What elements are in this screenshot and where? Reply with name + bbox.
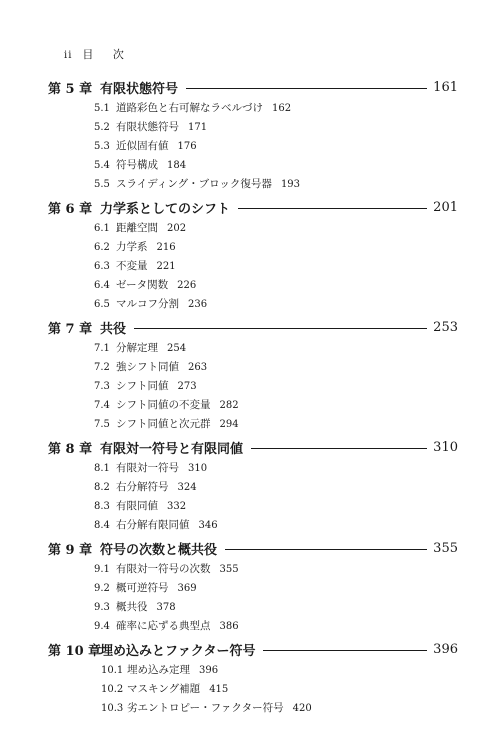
section-title: 有限同値 — [116, 500, 158, 512]
section-number: 5.1 — [94, 103, 110, 114]
section-page: 415 — [209, 684, 229, 695]
chapter-heading[interactable] — [48, 75, 458, 99]
section-number: 7.2 — [94, 362, 110, 373]
section-title: 距離空間 — [116, 222, 158, 234]
section-title: 有限状態符号 — [116, 121, 179, 133]
section-entry[interactable] — [94, 156, 458, 175]
section-page: 386 — [219, 621, 239, 632]
section-title: 不変量 — [116, 260, 148, 272]
chapter-title: 有限状態符号 — [100, 81, 179, 97]
section-page: 420 — [292, 703, 312, 714]
chapter-page: 396 — [433, 641, 458, 657]
section-list — [48, 459, 458, 535]
section-number: 9.3 — [94, 602, 110, 613]
section-entry[interactable] — [94, 459, 458, 478]
section-title: 力学系 — [116, 241, 148, 253]
section-number: 6.4 — [94, 280, 110, 291]
page-title: 目 次 — [82, 48, 132, 61]
leader-line — [225, 549, 427, 550]
section-title: シフト同値 — [116, 380, 169, 392]
chapter-page: 201 — [433, 199, 458, 215]
chapter-10 — [48, 637, 458, 718]
section-list — [48, 99, 458, 194]
section-number: 10.3 — [101, 703, 124, 714]
section-number: 8.4 — [94, 520, 110, 531]
leader-line — [238, 208, 427, 209]
section-number: 6.1 — [94, 223, 110, 234]
section-number: 9.2 — [94, 583, 110, 594]
section-page: 282 — [219, 400, 239, 411]
section-title: 符号構成 — [116, 159, 158, 171]
section-entry[interactable] — [101, 699, 458, 718]
section-page: 236 — [188, 299, 208, 310]
section-page: 294 — [219, 419, 239, 430]
section-entry[interactable] — [94, 118, 458, 137]
chapter-8 — [48, 435, 458, 535]
section-entry[interactable] — [101, 661, 458, 680]
section-page: 263 — [188, 362, 208, 373]
chapter-number: 第 7 章 — [48, 321, 93, 337]
section-entry[interactable] — [94, 219, 458, 238]
leader-line — [186, 88, 427, 89]
chapter-page: 310 — [433, 439, 458, 455]
section-number: 8.1 — [94, 463, 110, 474]
chapter-number: 第 6 章 — [48, 201, 93, 217]
section-entry[interactable] — [94, 295, 458, 314]
section-list — [48, 219, 458, 314]
section-page: 332 — [167, 501, 187, 512]
section-number: 9.1 — [94, 564, 110, 575]
section-list — [48, 661, 458, 718]
section-page: 226 — [177, 280, 197, 291]
section-number: 10.1 — [101, 665, 124, 676]
leader-line — [134, 328, 427, 329]
section-title: 道路彩色と右可解なラベルづけ — [116, 102, 263, 114]
section-entry[interactable] — [94, 99, 458, 118]
section-number: 7.4 — [94, 400, 110, 411]
section-number: 5.4 — [94, 160, 110, 171]
chapter-6 — [48, 195, 458, 314]
section-page: 184 — [167, 160, 187, 171]
section-entry[interactable] — [94, 396, 458, 415]
section-page: 176 — [177, 141, 197, 152]
section-number: 7.5 — [94, 419, 110, 430]
section-number: 7.1 — [94, 343, 110, 354]
section-title: マルコフ分割 — [116, 298, 179, 310]
section-number: 7.3 — [94, 381, 110, 392]
section-title: シフト同値の不変量 — [116, 399, 211, 411]
section-number: 5.2 — [94, 122, 110, 133]
section-title: 近似固有値 — [116, 140, 169, 152]
section-title: 右分解有限同値 — [116, 519, 190, 531]
section-page: 310 — [188, 463, 208, 474]
section-title: 概可逆符号 — [116, 582, 169, 594]
section-number: 10.2 — [101, 684, 124, 695]
section-title: 埋め込み定理 — [127, 664, 190, 676]
section-page: 396 — [199, 665, 219, 676]
section-title: 有限対一符号 — [116, 462, 179, 474]
section-list — [48, 339, 458, 434]
section-page: 202 — [167, 223, 187, 234]
section-title: スライディング・ブロック復号器 — [116, 178, 272, 190]
section-title: 右分解符号 — [116, 481, 169, 493]
chapter-title: 埋め込みとファクター符号 — [100, 643, 256, 659]
section-entry[interactable] — [94, 598, 458, 617]
section-entry[interactable] — [94, 415, 458, 434]
section-entry[interactable] — [94, 579, 458, 598]
section-title: 劣エントロピー・ファクター符号 — [127, 702, 284, 714]
section-page: 171 — [188, 122, 208, 133]
section-title: マスキング補題 — [127, 683, 201, 695]
table-of-contents — [48, 75, 458, 719]
chapter-title: 符号の次数と概共役 — [100, 542, 218, 558]
chapter-page: 355 — [433, 540, 458, 556]
chapter-heading[interactable] — [48, 195, 458, 219]
section-entry[interactable] — [94, 175, 458, 194]
section-number: 6.3 — [94, 261, 110, 272]
chapter-heading[interactable] — [48, 536, 458, 560]
section-page: 369 — [177, 583, 197, 594]
section-title: ゼータ関数 — [116, 279, 169, 291]
section-title: シフト同値と次元群 — [116, 418, 211, 430]
section-list — [48, 560, 458, 636]
chapter-9 — [48, 536, 458, 636]
section-page: 273 — [177, 381, 197, 392]
chapter-5 — [48, 75, 458, 194]
section-title: 分解定理 — [116, 342, 158, 354]
section-entry[interactable] — [101, 680, 458, 699]
section-page: 324 — [177, 482, 197, 493]
chapter-number: 第 9 章 — [48, 542, 93, 558]
leader-line — [263, 650, 427, 651]
section-entry[interactable] — [94, 617, 458, 636]
chapter-title: 力学系としてのシフト — [100, 201, 231, 217]
chapter-page: 161 — [433, 79, 458, 95]
chapter-heading[interactable] — [48, 435, 458, 459]
chapter-heading[interactable] — [48, 315, 458, 339]
section-title: 強シフト同値 — [116, 361, 179, 373]
section-entry[interactable] — [94, 478, 458, 497]
chapter-number: 第 10 章 — [48, 643, 102, 659]
page-number: ii — [64, 50, 73, 61]
running-header — [64, 46, 132, 62]
chapter-page: 253 — [433, 319, 458, 335]
leader-line — [251, 448, 427, 449]
section-page: 221 — [156, 261, 176, 272]
section-entry[interactable] — [94, 257, 458, 276]
section-number: 8.3 — [94, 501, 110, 512]
section-entry[interactable] — [94, 497, 458, 516]
section-number: 5.3 — [94, 141, 110, 152]
section-number: 8.2 — [94, 482, 110, 493]
section-entry[interactable] — [94, 560, 458, 579]
chapter-title: 共役 — [100, 321, 127, 337]
chapter-7 — [48, 315, 458, 434]
section-page: 378 — [156, 602, 176, 613]
chapter-title: 有限対一符号と有限同値 — [100, 441, 244, 457]
section-page: 355 — [219, 564, 239, 575]
section-entry[interactable] — [94, 516, 458, 535]
section-page: 216 — [156, 242, 176, 253]
section-number: 6.2 — [94, 242, 110, 253]
section-number: 9.4 — [94, 621, 110, 632]
section-title: 確率に応ずる典型点 — [116, 620, 211, 632]
section-entry[interactable] — [94, 137, 458, 156]
section-page: 162 — [272, 103, 292, 114]
section-title: 概共役 — [116, 601, 148, 613]
section-entry[interactable] — [94, 377, 458, 396]
section-page: 193 — [280, 179, 301, 190]
section-entry[interactable] — [94, 238, 458, 257]
chapter-heading[interactable] — [48, 637, 458, 661]
section-number: 6.5 — [94, 299, 110, 310]
section-page: 346 — [198, 520, 218, 531]
chapter-number: 第 8 章 — [48, 441, 93, 457]
section-title: 有限対一符号の次数 — [116, 563, 211, 575]
section-entry[interactable] — [94, 276, 458, 295]
section-number: 5.5 — [94, 179, 110, 190]
section-entry[interactable] — [94, 358, 458, 377]
section-page: 254 — [167, 343, 187, 354]
section-entry[interactable] — [94, 339, 458, 358]
chapter-number: 第 5 章 — [48, 81, 93, 97]
